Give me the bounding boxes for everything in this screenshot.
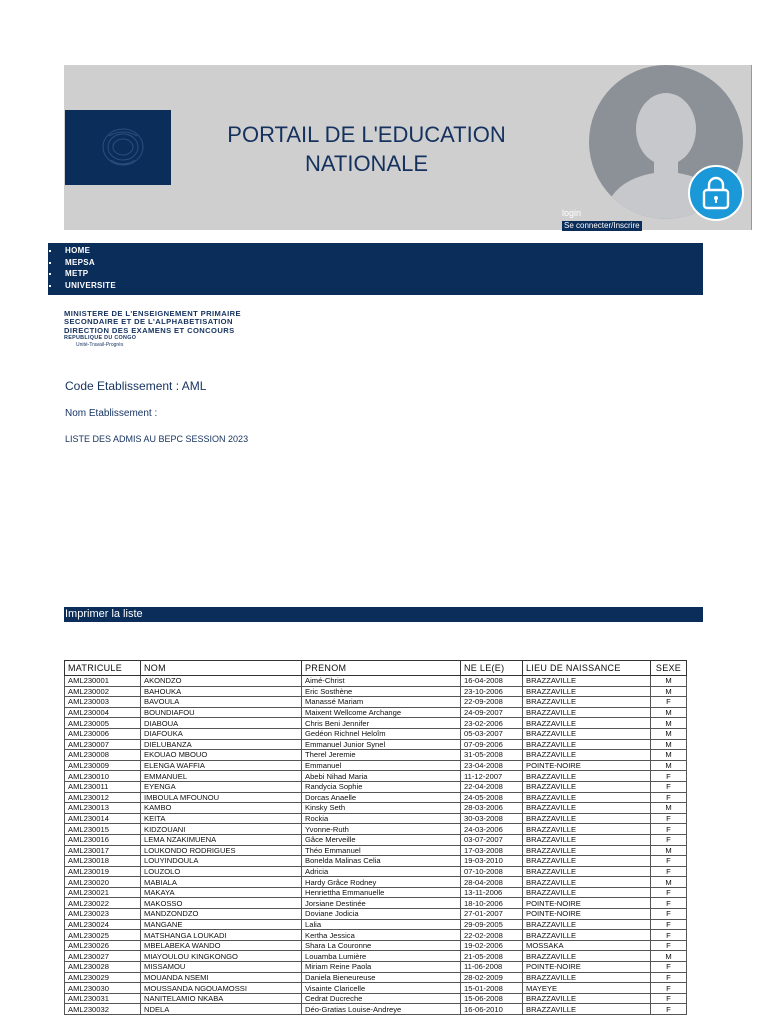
cell-nom: LOUYINDOULA bbox=[141, 856, 302, 867]
cell-lieu: BRAZZAVILLE bbox=[523, 813, 651, 824]
login-label: login bbox=[562, 208, 582, 218]
cell-lieu: BRAZZAVILLE bbox=[523, 707, 651, 718]
portal-title-line2: NATIONALE bbox=[304, 151, 429, 176]
login-lock-button[interactable] bbox=[688, 165, 744, 221]
cell-lieu: BRAZZAVILLE bbox=[523, 877, 651, 888]
table-row bbox=[65, 940, 687, 951]
table-row bbox=[65, 697, 687, 708]
cell-sexe: F bbox=[651, 1004, 687, 1015]
cell-lieu: BRAZZAVILLE bbox=[523, 845, 651, 856]
cell-nom: NDELA bbox=[141, 1004, 302, 1015]
table-row bbox=[65, 972, 687, 983]
cell-date: 24-03-2006 bbox=[461, 824, 523, 835]
cell-matricule: AML230009 bbox=[65, 760, 141, 771]
table-row bbox=[65, 951, 687, 962]
cell-matricule: AML230014 bbox=[65, 813, 141, 824]
table-row bbox=[65, 1004, 687, 1015]
cell-sexe: F bbox=[651, 993, 687, 1004]
cell-sexe: M bbox=[651, 877, 687, 888]
cell-matricule: AML230026 bbox=[65, 940, 141, 951]
table-row bbox=[65, 739, 687, 750]
col-header-ne-le: NE LE(E) bbox=[461, 661, 523, 676]
list-title: LISTE DES ADMIS AU BEPC SESSION 2023 bbox=[65, 434, 249, 444]
ministry-line2: SECONDAIRE ET DE L'ALPHABETISATION bbox=[64, 317, 233, 327]
table-row bbox=[65, 760, 687, 771]
cell-sexe: F bbox=[651, 824, 687, 835]
cell-matricule: AML230018 bbox=[65, 856, 141, 867]
cell-lieu: BRAZZAVILLE bbox=[523, 676, 651, 687]
table-row bbox=[65, 866, 687, 877]
cell-nom: MBELABEKA WANDO bbox=[141, 940, 302, 951]
cell-lieu: BRAZZAVILLE bbox=[523, 697, 651, 708]
republic-label: REPUBLIQUE DU CONGO bbox=[64, 334, 137, 341]
cell-nom: EYENGA bbox=[141, 781, 302, 792]
cell-matricule: AML230015 bbox=[65, 824, 141, 835]
cell-sexe: M bbox=[651, 760, 687, 771]
cell-nom: MANDZONDZO bbox=[141, 909, 302, 920]
cell-lieu: BRAZZAVILLE bbox=[523, 993, 651, 1004]
cell-sexe: F bbox=[651, 983, 687, 994]
table-row bbox=[65, 993, 687, 1004]
cell-prenom: Dorcas Anaelle bbox=[302, 792, 461, 803]
table-row bbox=[65, 824, 687, 835]
cell-lieu: BRAZZAVILLE bbox=[523, 972, 651, 983]
cell-nom: DIELUBANZA bbox=[141, 739, 302, 750]
cell-date: 11-12-2007 bbox=[461, 771, 523, 782]
cell-date: 22-09-2008 bbox=[461, 697, 523, 708]
cell-nom: MIAYOULOU KINGKONGO bbox=[141, 951, 302, 962]
cell-date: 23-04-2008 bbox=[461, 760, 523, 771]
table-body bbox=[65, 676, 687, 1015]
cell-lieu: BRAZZAVILLE bbox=[523, 919, 651, 930]
cell-prenom: Henriettha Emmanuelle bbox=[302, 887, 461, 898]
cell-prenom: Eric Sosthène bbox=[302, 686, 461, 697]
cell-matricule: AML230008 bbox=[65, 750, 141, 761]
cell-lieu: BRAZZAVILLE bbox=[523, 792, 651, 803]
cell-matricule: AML230005 bbox=[65, 718, 141, 729]
cell-lieu: BRAZZAVILLE bbox=[523, 1004, 651, 1015]
table-row bbox=[65, 707, 687, 718]
table-row bbox=[65, 676, 687, 687]
table-row bbox=[65, 792, 687, 803]
cell-prenom: Yvonne-Ruth bbox=[302, 824, 461, 835]
cell-matricule: AML230030 bbox=[65, 983, 141, 994]
cell-prenom: Shara La Couronne bbox=[302, 940, 461, 951]
cell-lieu: BRAZZAVILLE bbox=[523, 834, 651, 845]
header-divider bbox=[751, 65, 752, 230]
cell-date: 22-04-2008 bbox=[461, 781, 523, 792]
table-row bbox=[65, 887, 687, 898]
cell-matricule: AML230010 bbox=[65, 771, 141, 782]
cell-sexe: M bbox=[651, 750, 687, 761]
cell-prenom: Théo Emmanuel bbox=[302, 845, 461, 856]
login-register-link[interactable]: Se connecter/Inscrire bbox=[564, 221, 640, 230]
cell-matricule: AML230001 bbox=[65, 676, 141, 687]
cell-prenom: Therel Jeremie bbox=[302, 750, 461, 761]
cell-sexe: F bbox=[651, 919, 687, 930]
cell-nom: EKOUAO MBOUO bbox=[141, 750, 302, 761]
table-row bbox=[65, 930, 687, 941]
cell-matricule: AML230012 bbox=[65, 792, 141, 803]
table-row bbox=[65, 728, 687, 739]
ministry-block bbox=[64, 310, 241, 349]
cell-nom: EMMANUEL bbox=[141, 771, 302, 782]
cell-nom: DIABOUA bbox=[141, 718, 302, 729]
cell-nom: MOUSSANDA NGOUAMOSSI bbox=[141, 983, 302, 994]
table-row bbox=[65, 983, 687, 994]
cell-matricule: AML230027 bbox=[65, 951, 141, 962]
nav-item-home[interactable]: HOME bbox=[48, 245, 703, 257]
cell-prenom: Visainte Claricelle bbox=[302, 983, 461, 994]
col-header-prenom: PRENOM bbox=[302, 661, 461, 676]
cell-sexe: M bbox=[651, 845, 687, 856]
cell-nom: DIAFOUKA bbox=[141, 728, 302, 739]
cell-nom: MAKOSSO bbox=[141, 898, 302, 909]
table-row bbox=[65, 845, 687, 856]
cell-matricule: AML230025 bbox=[65, 930, 141, 941]
cell-prenom: Miriam Reine Paola bbox=[302, 962, 461, 973]
nav-item-mepsa[interactable]: MEPSA bbox=[48, 257, 703, 269]
cell-nom: MABIALA bbox=[141, 877, 302, 888]
cell-nom: BOUNDIAFOU bbox=[141, 707, 302, 718]
cell-prenom: Emmanuel bbox=[302, 760, 461, 771]
cell-nom: MISSAMOU bbox=[141, 962, 302, 973]
table-row bbox=[65, 909, 687, 920]
table-row bbox=[65, 813, 687, 824]
cell-matricule: AML230006 bbox=[65, 728, 141, 739]
cell-date: 28-02-2009 bbox=[461, 972, 523, 983]
cell-prenom: Maixent Wellcome Archange bbox=[302, 707, 461, 718]
cell-nom: MATSHANGA LOUKADI bbox=[141, 930, 302, 941]
cell-date: 16-04-2008 bbox=[461, 676, 523, 687]
cell-date: 19-03-2010 bbox=[461, 856, 523, 867]
cell-lieu: BRAZZAVILLE bbox=[523, 686, 651, 697]
cell-nom: KIDZOUANI bbox=[141, 824, 302, 835]
ministry-line3: DIRECTION DES EXAMENS ET CONCOURS bbox=[64, 325, 235, 335]
cell-sexe: F bbox=[651, 771, 687, 782]
cell-prenom: Aimé-Christ bbox=[302, 676, 461, 687]
cell-lieu: BRAZZAVILLE bbox=[523, 771, 651, 782]
cell-matricule: AML230024 bbox=[65, 919, 141, 930]
cell-nom: LOUZOLO bbox=[141, 866, 302, 877]
col-header-matricule: MATRICULE bbox=[65, 661, 141, 676]
cell-matricule: AML230022 bbox=[65, 898, 141, 909]
cell-sexe: F bbox=[651, 887, 687, 898]
cell-sexe: F bbox=[651, 781, 687, 792]
table-row bbox=[65, 686, 687, 697]
table-row bbox=[65, 856, 687, 867]
portal-title-line1: PORTAIL DE L'EDUCATION bbox=[227, 122, 506, 147]
cell-nom: IMBOULA MFOUNOU bbox=[141, 792, 302, 803]
cell-nom: LOUKONDO RODRIGUES bbox=[141, 845, 302, 856]
cell-date: 23-10-2006 bbox=[461, 686, 523, 697]
cell-sexe: M bbox=[651, 707, 687, 718]
cell-date: 05-03-2007 bbox=[461, 728, 523, 739]
cell-nom: LEMA NZAKIMUENA bbox=[141, 834, 302, 845]
cell-matricule: AML230016 bbox=[65, 834, 141, 845]
table-row bbox=[65, 919, 687, 930]
table-row bbox=[65, 834, 687, 845]
cell-date: 18-10-2006 bbox=[461, 898, 523, 909]
cell-sexe: F bbox=[651, 697, 687, 708]
cell-date: 22-02-2008 bbox=[461, 930, 523, 941]
cell-sexe: M bbox=[651, 728, 687, 739]
cell-lieu: POINTE-NOIRE bbox=[523, 909, 651, 920]
cell-nom: ELENGA WAFFIA bbox=[141, 760, 302, 771]
cell-lieu: BRAZZAVILLE bbox=[523, 866, 651, 877]
cell-prenom: Louamba Lumière bbox=[302, 951, 461, 962]
cell-matricule: AML230028 bbox=[65, 962, 141, 973]
cell-sexe: F bbox=[651, 962, 687, 973]
cell-nom: KAMBO bbox=[141, 803, 302, 814]
cell-lieu: BRAZZAVILLE bbox=[523, 803, 651, 814]
admis-table bbox=[64, 660, 687, 1015]
cell-lieu: BRAZZAVILLE bbox=[523, 718, 651, 729]
cell-sexe: F bbox=[651, 792, 687, 803]
school-name: Nom Etablissement : bbox=[65, 408, 158, 419]
cell-matricule: AML230003 bbox=[65, 697, 141, 708]
cell-matricule: AML230020 bbox=[65, 877, 141, 888]
cell-lieu: POINTE-NOIRE bbox=[523, 962, 651, 973]
cell-sexe: M bbox=[651, 739, 687, 750]
cell-prenom: Kinsky Seth bbox=[302, 803, 461, 814]
cell-date: 19-02-2006 bbox=[461, 940, 523, 951]
cell-date: 24-09-2007 bbox=[461, 707, 523, 718]
cell-prenom: Rockia bbox=[302, 813, 461, 824]
col-header-nom: NOM bbox=[141, 661, 302, 676]
cell-nom: MOUANDA NSEMI bbox=[141, 972, 302, 983]
table-row bbox=[65, 962, 687, 973]
cell-date: 28-03-2006 bbox=[461, 803, 523, 814]
cell-sexe: F bbox=[651, 972, 687, 983]
cell-matricule: AML230023 bbox=[65, 909, 141, 920]
cell-nom: MAKAYA bbox=[141, 887, 302, 898]
cell-lieu: BRAZZAVILLE bbox=[523, 887, 651, 898]
cell-sexe: F bbox=[651, 866, 687, 877]
cell-matricule: AML230013 bbox=[65, 803, 141, 814]
site-logo[interactable] bbox=[65, 110, 171, 185]
cell-nom: NANITELAMIO NKABA bbox=[141, 993, 302, 1004]
table-row bbox=[65, 750, 687, 761]
cell-lieu: MAYEYE bbox=[523, 983, 651, 994]
cell-prenom: Déo-Gratias Louise-Andreye bbox=[302, 1004, 461, 1015]
table-row bbox=[65, 803, 687, 814]
cell-prenom: Manassé Mariam bbox=[302, 697, 461, 708]
cell-date: 03-07-2007 bbox=[461, 834, 523, 845]
cell-date: 07-10-2008 bbox=[461, 866, 523, 877]
cell-date: 28-04-2008 bbox=[461, 877, 523, 888]
cell-sexe: F bbox=[651, 909, 687, 920]
cell-sexe: M bbox=[651, 803, 687, 814]
cell-matricule: AML230007 bbox=[65, 739, 141, 750]
cell-prenom: Emmanuel Junior Synel bbox=[302, 739, 461, 750]
cell-nom: MANGANE bbox=[141, 919, 302, 930]
nav-item-metp[interactable]: METP bbox=[48, 268, 703, 280]
cell-date: 27-01-2007 bbox=[461, 909, 523, 920]
cell-nom: BAHOUKA bbox=[141, 686, 302, 697]
cell-date: 21-05-2008 bbox=[461, 951, 523, 962]
cell-lieu: BRAZZAVILLE bbox=[523, 739, 651, 750]
cell-lieu: BRAZZAVILLE bbox=[523, 750, 651, 761]
cell-lieu: BRAZZAVILLE bbox=[523, 930, 651, 941]
cell-matricule: AML230017 bbox=[65, 845, 141, 856]
cell-prenom: Lalia bbox=[302, 919, 461, 930]
nav-item-universite[interactable]: UNIVERSITE bbox=[48, 280, 703, 292]
cell-date: 07-09-2006 bbox=[461, 739, 523, 750]
cell-lieu: BRAZZAVILLE bbox=[523, 824, 651, 835]
cell-prenom: Cedrat Ducreche bbox=[302, 993, 461, 1004]
cell-date: 24-05-2008 bbox=[461, 792, 523, 803]
cell-lieu: POINTE-NOIRE bbox=[523, 898, 651, 909]
cell-prenom: Chris Beni Jennifer bbox=[302, 718, 461, 729]
cell-prenom: Jorsiane Destinée bbox=[302, 898, 461, 909]
cell-matricule: AML230002 bbox=[65, 686, 141, 697]
table-row bbox=[65, 771, 687, 782]
cell-date: 23-02-2006 bbox=[461, 718, 523, 729]
cell-date: 16-06-2010 bbox=[461, 1004, 523, 1015]
cell-date: 15-06-2008 bbox=[461, 993, 523, 1004]
cell-matricule: AML230031 bbox=[65, 993, 141, 1004]
cell-prenom: Gedéon Richnel Heloîm bbox=[302, 728, 461, 739]
portal-title bbox=[184, 120, 549, 178]
cell-lieu: POINTE-NOIRE bbox=[523, 760, 651, 771]
cell-prenom: Kertha Jessica bbox=[302, 930, 461, 941]
cell-prenom: Adricia bbox=[302, 866, 461, 877]
cell-sexe: F bbox=[651, 930, 687, 941]
cell-prenom: Randycia Sophie bbox=[302, 781, 461, 792]
table-header-row bbox=[65, 661, 687, 676]
cell-matricule: AML230029 bbox=[65, 972, 141, 983]
cell-prenom: Bonelda Malinas Celia bbox=[302, 856, 461, 867]
cell-prenom: Gâce Merveille bbox=[302, 834, 461, 845]
cell-prenom: Hardy Grâce Rodney bbox=[302, 877, 461, 888]
cell-date: 31-05-2008 bbox=[461, 750, 523, 761]
cell-date: 29-09-2005 bbox=[461, 919, 523, 930]
cell-prenom: Abebi Nihad Maria bbox=[302, 771, 461, 782]
cell-lieu: BRAZZAVILLE bbox=[523, 951, 651, 962]
cell-nom: BAVOULA bbox=[141, 697, 302, 708]
cell-sexe: F bbox=[651, 856, 687, 867]
cell-sexe: F bbox=[651, 940, 687, 951]
cell-date: 30-03-2008 bbox=[461, 813, 523, 824]
cell-matricule: AML230021 bbox=[65, 887, 141, 898]
cell-sexe: M bbox=[651, 686, 687, 697]
table-row bbox=[65, 877, 687, 888]
cell-prenom: Doviane Jodicia bbox=[302, 909, 461, 920]
cell-matricule: AML230032 bbox=[65, 1004, 141, 1015]
cell-sexe: F bbox=[651, 834, 687, 845]
col-header-sexe: SEXE bbox=[651, 661, 687, 676]
cell-date: 15-01-2008 bbox=[461, 983, 523, 994]
cell-sexe: M bbox=[651, 951, 687, 962]
cell-nom: AKONDZO bbox=[141, 676, 302, 687]
cell-sexe: F bbox=[651, 813, 687, 824]
cell-sexe: M bbox=[651, 676, 687, 687]
cell-lieu: MOSSAKA bbox=[523, 940, 651, 951]
lock-icon bbox=[700, 176, 732, 210]
main-nav bbox=[48, 243, 703, 295]
cell-date: 13-11-2006 bbox=[461, 887, 523, 898]
motto-label: Unité-Travail-Progrès bbox=[76, 341, 124, 348]
cell-nom: KEITA bbox=[141, 813, 302, 824]
cell-prenom: Daniela Bieneureuse bbox=[302, 972, 461, 983]
cell-matricule: AML230004 bbox=[65, 707, 141, 718]
table-row bbox=[65, 781, 687, 792]
cell-date: 11-06-2008 bbox=[461, 962, 523, 973]
cell-lieu: BRAZZAVILLE bbox=[523, 856, 651, 867]
table-row bbox=[65, 718, 687, 729]
cell-matricule: AML230011 bbox=[65, 781, 141, 792]
print-list-button[interactable]: Imprimer la liste bbox=[64, 607, 703, 622]
cell-matricule: AML230019 bbox=[65, 866, 141, 877]
school-code: Code Etablissement : AML bbox=[65, 379, 207, 393]
cell-date: 17-03-2008 bbox=[461, 845, 523, 856]
cell-lieu: BRAZZAVILLE bbox=[523, 781, 651, 792]
cell-lieu: BRAZZAVILLE bbox=[523, 728, 651, 739]
ministry-line1: MINISTERE DE L'ENSEIGNEMENT PRIMAIRE bbox=[64, 309, 241, 318]
col-header-lieu: LIEU DE NAISSANCE bbox=[523, 661, 651, 676]
cell-sexe: F bbox=[651, 898, 687, 909]
cell-sexe: M bbox=[651, 718, 687, 729]
coat-of-arms-logo-icon bbox=[65, 110, 171, 185]
table-row bbox=[65, 898, 687, 909]
